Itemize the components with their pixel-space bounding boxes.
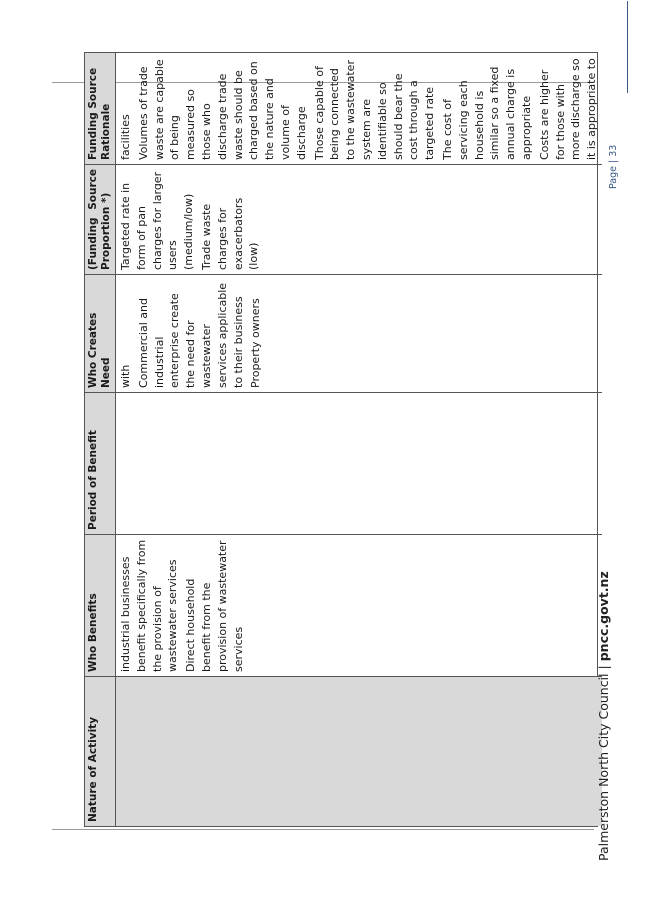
header-source-word: Source <box>87 169 99 210</box>
who-benefits-line: industrial businesses benefit specifically from the provision of wastewater services <box>119 539 180 672</box>
header-rationale-line2: Rationale <box>100 103 112 160</box>
header-funding-word: (Funding <box>87 217 99 270</box>
header-funding-rationale <box>85 53 115 164</box>
header-period-of-benefit: Period of Benefit <box>85 392 115 534</box>
cell-funding-source <box>116 164 602 274</box>
cell-period-of-benefit <box>116 392 602 534</box>
header-funding-source <box>85 164 115 274</box>
funding-line: Trade waste charges for exacerbators (low) <box>199 197 261 270</box>
who-creates-line: with <box>119 364 132 388</box>
header-who-creates-need: Who Creates Need <box>85 274 115 392</box>
council-website: pncc.govt.nz <box>596 571 611 662</box>
rationale-line: The cost of servicing each household is similar so a fixed annual charge is appropriate <box>440 66 533 160</box>
rationale-line: Volumes of trade waste are capable of being measured so those who discharge trade waste should be charged based on the nature and volume of discharge <box>136 59 308 160</box>
page-number <box>608 145 619 189</box>
funding-table <box>84 52 598 827</box>
who-benefits-line: Direct household benefit from the provision of wastewater services <box>184 540 245 672</box>
rationale-line: Costs are higher for those with more discharge so it is appropriate to <box>537 58 599 160</box>
rationale-line: facilities <box>119 114 132 160</box>
cell-nature-of-activity <box>116 676 602 826</box>
table-header-row <box>85 53 116 826</box>
page-number-value: 33 <box>608 144 619 157</box>
council-name: Palmerston North City Council <box>596 673 611 861</box>
funding-line: Targeted rate in form of pan charges for larger users (medium/low) <box>119 171 196 270</box>
who-creates-line: Property owners <box>249 298 263 388</box>
cell-who-creates-need <box>116 274 602 392</box>
page-separator: | <box>608 159 619 163</box>
page-number-rule <box>627 1 628 93</box>
header-rationale-line1: Funding Source <box>87 67 99 160</box>
rationale-line: Those capable of being connected to the wastewater system are identifiable so should bear the cost through a targeted rate <box>312 60 437 160</box>
header-who-benefits: Who Benefits <box>85 534 115 676</box>
footer-separator: | <box>596 665 611 670</box>
header-proportion-word: Proportion *) <box>100 192 112 270</box>
who-creates-line: Commercial and industrial enterprise create the need for wastewater services applicable to their business <box>136 282 245 388</box>
page-label: Page <box>608 166 619 189</box>
table-row <box>116 53 602 826</box>
cell-who-benefits <box>116 534 602 676</box>
cell-funding-rationale <box>116 53 602 164</box>
header-nature-of-activity: Nature of Activity <box>85 676 115 826</box>
